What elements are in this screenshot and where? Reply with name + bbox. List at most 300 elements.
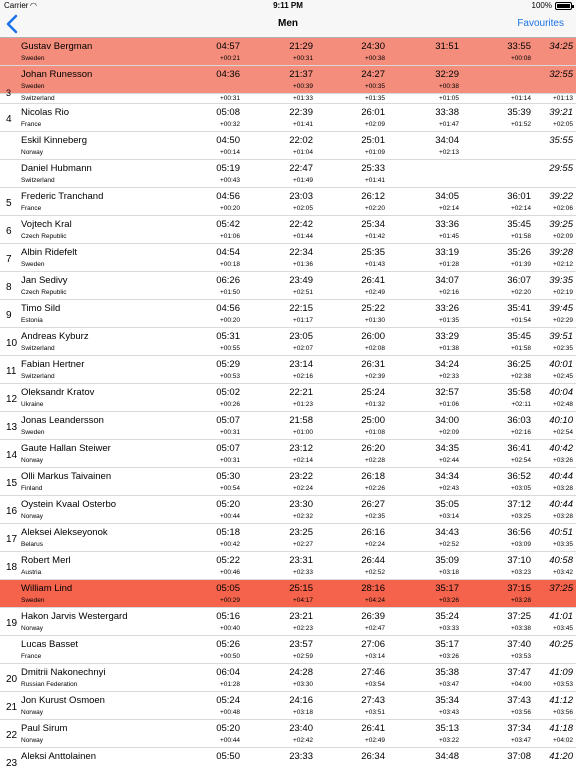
athlete-name: Vojtech Kral [21,219,72,230]
split-diff: +00:08 [510,55,531,62]
split-time: 36:56 [507,527,531,538]
finish-diff: +03:35 [552,541,573,548]
result-row[interactable] [0,104,576,132]
rank-label: 17 [6,534,18,545]
split-diff: +01:58 [510,345,531,352]
rank-label: 22 [6,730,18,741]
split-diff: +01:36 [292,261,313,268]
split-diff: +02:07 [292,345,313,352]
athlete-name: Daniel Hubmann [21,163,92,174]
athlete-name: William Lind [21,583,73,594]
athlete-country: Switzerland [21,177,55,184]
finish-diff: +02:06 [552,205,573,212]
athlete-country: Norway [21,625,44,632]
athlete-name: Robert Merl [21,555,71,566]
split-time: 34:24 [435,359,459,370]
split-time: 35:17 [435,583,459,594]
split-time: 36:03 [507,415,531,426]
split-time: 05:42 [216,219,240,230]
athlete-country: Sweden [21,261,45,268]
split-diff: +01:44 [292,233,313,240]
split-time: 35:17 [435,639,459,650]
split-time: 04:50 [216,135,240,146]
athlete-country: Switzerland [21,95,55,102]
split-diff: +01:32 [364,401,385,408]
split-diff: +02:24 [292,485,313,492]
split-diff: +03:26 [438,597,459,604]
split-time: 36:01 [507,191,531,202]
athlete-name: Lucas Basset [21,639,79,650]
finish-diff: +02:48 [552,401,573,408]
rank-label: 4 [6,114,12,125]
split-time: 34:48 [435,751,459,762]
athlete-country: Norway [21,709,44,716]
results-list[interactable] [0,38,576,768]
athlete-name: Timo Sild [21,303,61,314]
split-time: 37:08 [507,751,531,762]
result-row[interactable] [0,66,576,94]
result-row[interactable] [0,244,576,272]
split-time: 35:24 [435,611,459,622]
rank-label: 5 [6,198,12,209]
split-diff: +02:47 [364,625,385,632]
split-time: 28:16 [361,583,385,594]
split-diff: +01:14 [510,95,531,102]
split-time: 22:21 [289,387,313,398]
athlete-country: Switzerland [21,373,55,380]
split-diff: +01:00 [292,429,313,436]
split-diff: +00:43 [219,177,240,184]
rank-label: 19 [6,618,18,629]
split-time: 26:20 [361,443,385,454]
split-diff: +01:28 [438,261,459,268]
athlete-country: Sweden [21,83,45,90]
split-diff: +02:39 [364,373,385,380]
split-diff: +01:54 [510,317,531,324]
athlete-country: France [21,653,42,660]
split-time: 26:27 [361,499,385,510]
split-diff: +01:30 [364,317,385,324]
finish-time: 40:44 [549,499,573,510]
finish-time: 37:25 [549,583,573,594]
split-time: 22:39 [289,107,313,118]
result-row[interactable] [0,692,576,720]
split-time: 37:47 [507,667,531,678]
split-diff: +02:52 [438,541,459,548]
rank-label: 8 [6,282,12,293]
split-time: 37:34 [507,723,531,734]
split-diff: +02:27 [292,541,313,548]
split-time: 21:58 [289,415,313,426]
split-diff: +03:51 [364,709,385,716]
split-time: 26:41 [361,723,385,734]
result-row[interactable] [0,216,576,244]
athlete-name: Eskil Kinneberg [21,135,88,146]
split-time: 22:42 [289,219,313,230]
split-diff: +03:18 [292,709,313,716]
split-diff: +03:47 [438,681,459,688]
split-time: 26:44 [361,555,385,566]
split-diff: +02:49 [364,737,385,744]
split-diff: +02:35 [364,513,385,520]
athlete-name: Oleksandr Kratov [21,387,95,398]
split-time: 25:15 [289,583,313,594]
split-diff: +01:35 [364,95,385,102]
result-row[interactable] [0,132,576,160]
split-time: 33:36 [435,219,459,230]
split-diff: +02:44 [438,457,459,464]
split-diff: +03:47 [510,737,531,744]
result-row[interactable] [0,496,576,524]
split-time: 26:18 [361,471,385,482]
athlete-name: Frederic Tranchand [21,191,104,202]
split-diff: +02:09 [438,429,459,436]
result-row[interactable] [0,38,576,66]
split-diff: +02:05 [292,205,313,212]
athlete-name: Johan Runesson [21,69,93,80]
split-diff: +02:08 [364,345,385,352]
athlete-country: Ukraine [21,401,44,408]
finish-time: 40:10 [549,415,573,426]
split-diff: +02:14 [438,205,459,212]
athlete-country: Russian Federation [21,681,78,688]
split-time: 37:25 [507,611,531,622]
result-row[interactable] [0,608,576,636]
split-diff: +00:18 [219,261,240,268]
split-time: 22:02 [289,135,313,146]
finish-time: 40:25 [549,639,573,650]
finish-time: 39:22 [549,191,573,202]
split-time: 26:16 [361,527,385,538]
split-time: 27:06 [361,639,385,650]
result-row[interactable] [0,524,576,552]
result-row[interactable] [0,440,576,468]
split-diff: +01:41 [364,177,385,184]
split-time: 35:58 [507,387,531,398]
split-diff: +00:20 [219,317,240,324]
split-diff: +02:54 [510,457,531,464]
result-row[interactable] [0,580,576,608]
athlete-country: Estonia [21,317,43,324]
rank-label: 16 [6,506,18,517]
result-row[interactable] [0,748,576,768]
split-diff: +01:39 [510,261,531,268]
favourites-button[interactable]: Favourites [517,18,564,29]
split-diff: +01:06 [219,233,240,240]
carrier-label: Carrier [4,1,29,10]
split-time: 26:00 [361,331,385,342]
result-row[interactable] [0,356,576,384]
split-diff: +03:30 [292,681,313,688]
athlete-name: Aleksi Anttolainen [21,751,96,762]
result-row[interactable] [0,720,576,748]
split-time: 26:12 [361,191,385,202]
split-time: 05:07 [216,443,240,454]
split-diff: +02:42 [292,737,313,744]
split-time: 37:43 [507,695,531,706]
split-time: 34:04 [435,135,459,146]
result-row[interactable] [0,468,576,496]
split-time: 25:00 [361,415,385,426]
split-time: 23:57 [289,639,313,650]
athlete-name: Andreas Kyburz [21,331,89,342]
split-time: 35:45 [507,219,531,230]
split-time: 05:02 [216,387,240,398]
split-time: 04:54 [216,247,240,258]
athlete-country: Czech Republic [21,289,67,296]
split-time: 05:22 [216,555,240,566]
rank-label: 18 [6,562,18,573]
split-time: 25:34 [361,219,385,230]
split-diff: +02:11 [511,401,531,408]
finish-diff: +02:29 [552,317,573,324]
split-time: 32:29 [435,69,459,80]
split-diff: +00:54 [219,485,240,492]
athlete-name: Paul Sirum [21,723,68,734]
split-diff: +03:14 [438,513,459,520]
split-time: 23:49 [289,275,313,286]
finish-time: 40:58 [549,555,573,566]
rank-label: 15 [6,478,18,489]
split-diff: +01:23 [292,401,313,408]
split-time: 23:21 [289,611,313,622]
split-time: 23:33 [289,751,313,762]
athlete-country: Sweden [21,429,45,436]
split-diff: +01:38 [438,345,459,352]
wifi-icon: ◠ [30,1,37,10]
finish-diff: +02:54 [552,429,573,436]
rank-label: 6 [6,226,12,237]
split-time: 25:35 [361,247,385,258]
split-diff: +03:23 [510,569,531,576]
split-diff: +01:33 [292,95,313,102]
split-time: 35:45 [507,331,531,342]
split-diff: +02:16 [292,373,313,380]
split-time: 23:22 [289,471,313,482]
split-diff: +04:00 [510,681,531,688]
split-time: 21:37 [289,69,313,80]
athlete-name: Oystein Kvaal Osterbo [21,499,117,510]
split-diff: +04:24 [364,597,385,604]
page-title: Men [278,18,298,29]
split-diff: +01:43 [364,261,385,268]
split-time: 04:56 [216,303,240,314]
finish-time: 39:28 [549,247,573,258]
athlete-name: Jonas Leandersson [21,415,104,426]
finish-diff: +03:42 [552,569,573,576]
split-time: 35:38 [435,667,459,678]
split-time: 35:05 [435,499,459,510]
split-diff: +00:38 [438,83,459,90]
split-diff: +03:18 [438,569,459,576]
split-diff: +03:38 [510,625,531,632]
split-diff: +00:31 [219,457,240,464]
athlete-name: Fabian Hertner [21,359,85,370]
result-row[interactable] [0,160,576,188]
split-diff: +02:33 [438,373,459,380]
navigation-bar [0,12,576,38]
split-diff: +02:59 [292,653,313,660]
athlete-name: Jon Kurust Osmoen [21,695,105,706]
result-row[interactable] [0,328,576,356]
split-time: 21:29 [289,41,313,52]
split-diff: +00:48 [219,709,240,716]
split-diff: +00:21 [219,55,240,62]
split-diff: +02:13 [438,149,459,156]
split-diff: +01:50 [219,289,240,296]
athlete-name: Aleksei Alekseyonok [21,527,108,538]
split-diff: +03:09 [510,541,531,548]
finish-time: 41:20 [549,751,573,762]
clock: 9:11 PM [273,1,303,10]
athlete-country: Czech Republic [21,233,67,240]
split-time: 23:31 [289,555,313,566]
split-time: 26:34 [361,751,385,762]
athlete-name: Albin Ridefelt [21,247,77,258]
split-time: 22:34 [289,247,313,258]
finish-time: 40:51 [549,527,573,538]
split-time: 06:26 [216,275,240,286]
split-time: 34:07 [435,275,459,286]
split-time: 25:24 [361,387,385,398]
split-diff: +01:08 [364,429,385,436]
split-time: 32:57 [435,387,459,398]
split-time: 06:04 [216,667,240,678]
split-diff: +01:47 [438,121,459,128]
split-diff: +00:14 [219,149,240,156]
split-diff: +00:31 [219,429,240,436]
finish-time: 41:01 [549,611,573,622]
split-diff: +02:43 [438,485,459,492]
split-diff: +02:38 [510,373,531,380]
split-time: 24:27 [361,69,385,80]
finish-time: 41:12 [549,695,573,706]
athlete-name: Dmitrii Nakonechnyi [21,667,106,678]
result-row[interactable] [0,636,576,664]
athlete-country: France [21,121,42,128]
split-diff: +00:53 [219,373,240,380]
split-time: 23:03 [289,191,313,202]
split-time: 23:25 [289,527,313,538]
finish-diff: +02:45 [552,373,573,380]
split-diff: +00:35 [364,83,385,90]
split-time: 05:07 [216,415,240,426]
split-diff: +02:26 [364,485,385,492]
split-diff: +03:22 [438,737,459,744]
split-diff: +01:45 [438,233,459,240]
split-time: 05:20 [216,723,240,734]
split-time: 36:07 [507,275,531,286]
finish-diff: +03:28 [552,485,573,492]
split-time: 26:39 [361,611,385,622]
split-diff: +00:46 [219,569,240,576]
result-row[interactable] [0,88,576,104]
split-time: 05:18 [216,527,240,538]
split-diff: +02:23 [292,625,313,632]
finish-diff: +03:53 [552,681,573,688]
result-row[interactable] [0,664,576,692]
split-diff: +02:16 [438,289,459,296]
result-row[interactable] [0,412,576,440]
split-time: 35:09 [435,555,459,566]
split-time: 35:13 [435,723,459,734]
split-diff: +02:14 [292,457,313,464]
split-diff: +00:32 [219,121,240,128]
result-row[interactable] [0,300,576,328]
split-time: 23:14 [289,359,313,370]
result-row[interactable] [0,552,576,580]
split-diff: +02:20 [510,289,531,296]
split-time: 33:29 [435,331,459,342]
split-diff: +03:26 [438,653,459,660]
split-diff: +04:17 [292,597,313,604]
result-row[interactable] [0,272,576,300]
rank-label: 13 [6,422,18,433]
split-time: 35:41 [507,303,531,314]
split-diff: +03:14 [364,653,385,660]
split-diff: +02:16 [510,429,531,436]
split-time: 36:25 [507,359,531,370]
split-time: 05:31 [216,331,240,342]
split-time: 35:34 [435,695,459,706]
split-time: 25:01 [361,135,385,146]
result-row[interactable] [0,384,576,412]
split-diff: +01:42 [364,233,385,240]
split-diff: +02:14 [510,205,531,212]
split-diff: +00:55 [219,345,240,352]
finish-diff: +03:26 [552,457,573,464]
split-time: 23:12 [289,443,313,454]
split-diff: +03:56 [510,709,531,716]
finish-time: 39:51 [549,331,573,342]
split-time: 24:16 [289,695,313,706]
split-diff: +01:17 [292,317,313,324]
rank-label: 14 [6,450,18,461]
finish-time: 35:55 [549,135,573,146]
split-diff: +03:53 [510,653,531,660]
split-diff: +01:05 [438,95,459,102]
split-diff: +01:06 [438,401,459,408]
split-time: 24:28 [289,667,313,678]
split-diff: +01:35 [438,317,459,324]
athlete-country: Switzerland [21,345,55,352]
split-diff: +03:05 [510,485,531,492]
split-time: 37:15 [507,583,531,594]
split-time: 04:36 [216,69,240,80]
split-time: 05:26 [216,639,240,650]
split-diff: +00:20 [219,205,240,212]
split-diff: +00:31 [292,55,313,62]
split-time: 37:12 [507,499,531,510]
split-time: 27:43 [361,695,385,706]
split-time: 33:38 [435,107,459,118]
split-time: 23:40 [289,723,313,734]
athlete-country: Norway [21,457,44,464]
result-row[interactable] [0,188,576,216]
finish-time: 29:55 [549,163,573,174]
split-diff: +01:41 [292,121,313,128]
finish-time: 41:09 [549,667,573,678]
finish-diff: +02:12 [552,261,573,268]
split-diff: +00:44 [219,513,240,520]
battery-icon [555,2,572,10]
split-time: 27:46 [361,667,385,678]
split-time: 26:01 [361,107,385,118]
split-diff: +02:51 [292,289,313,296]
athlete-country: Norway [21,149,44,156]
finish-time: 40:44 [549,471,573,482]
split-time: 34:34 [435,471,459,482]
